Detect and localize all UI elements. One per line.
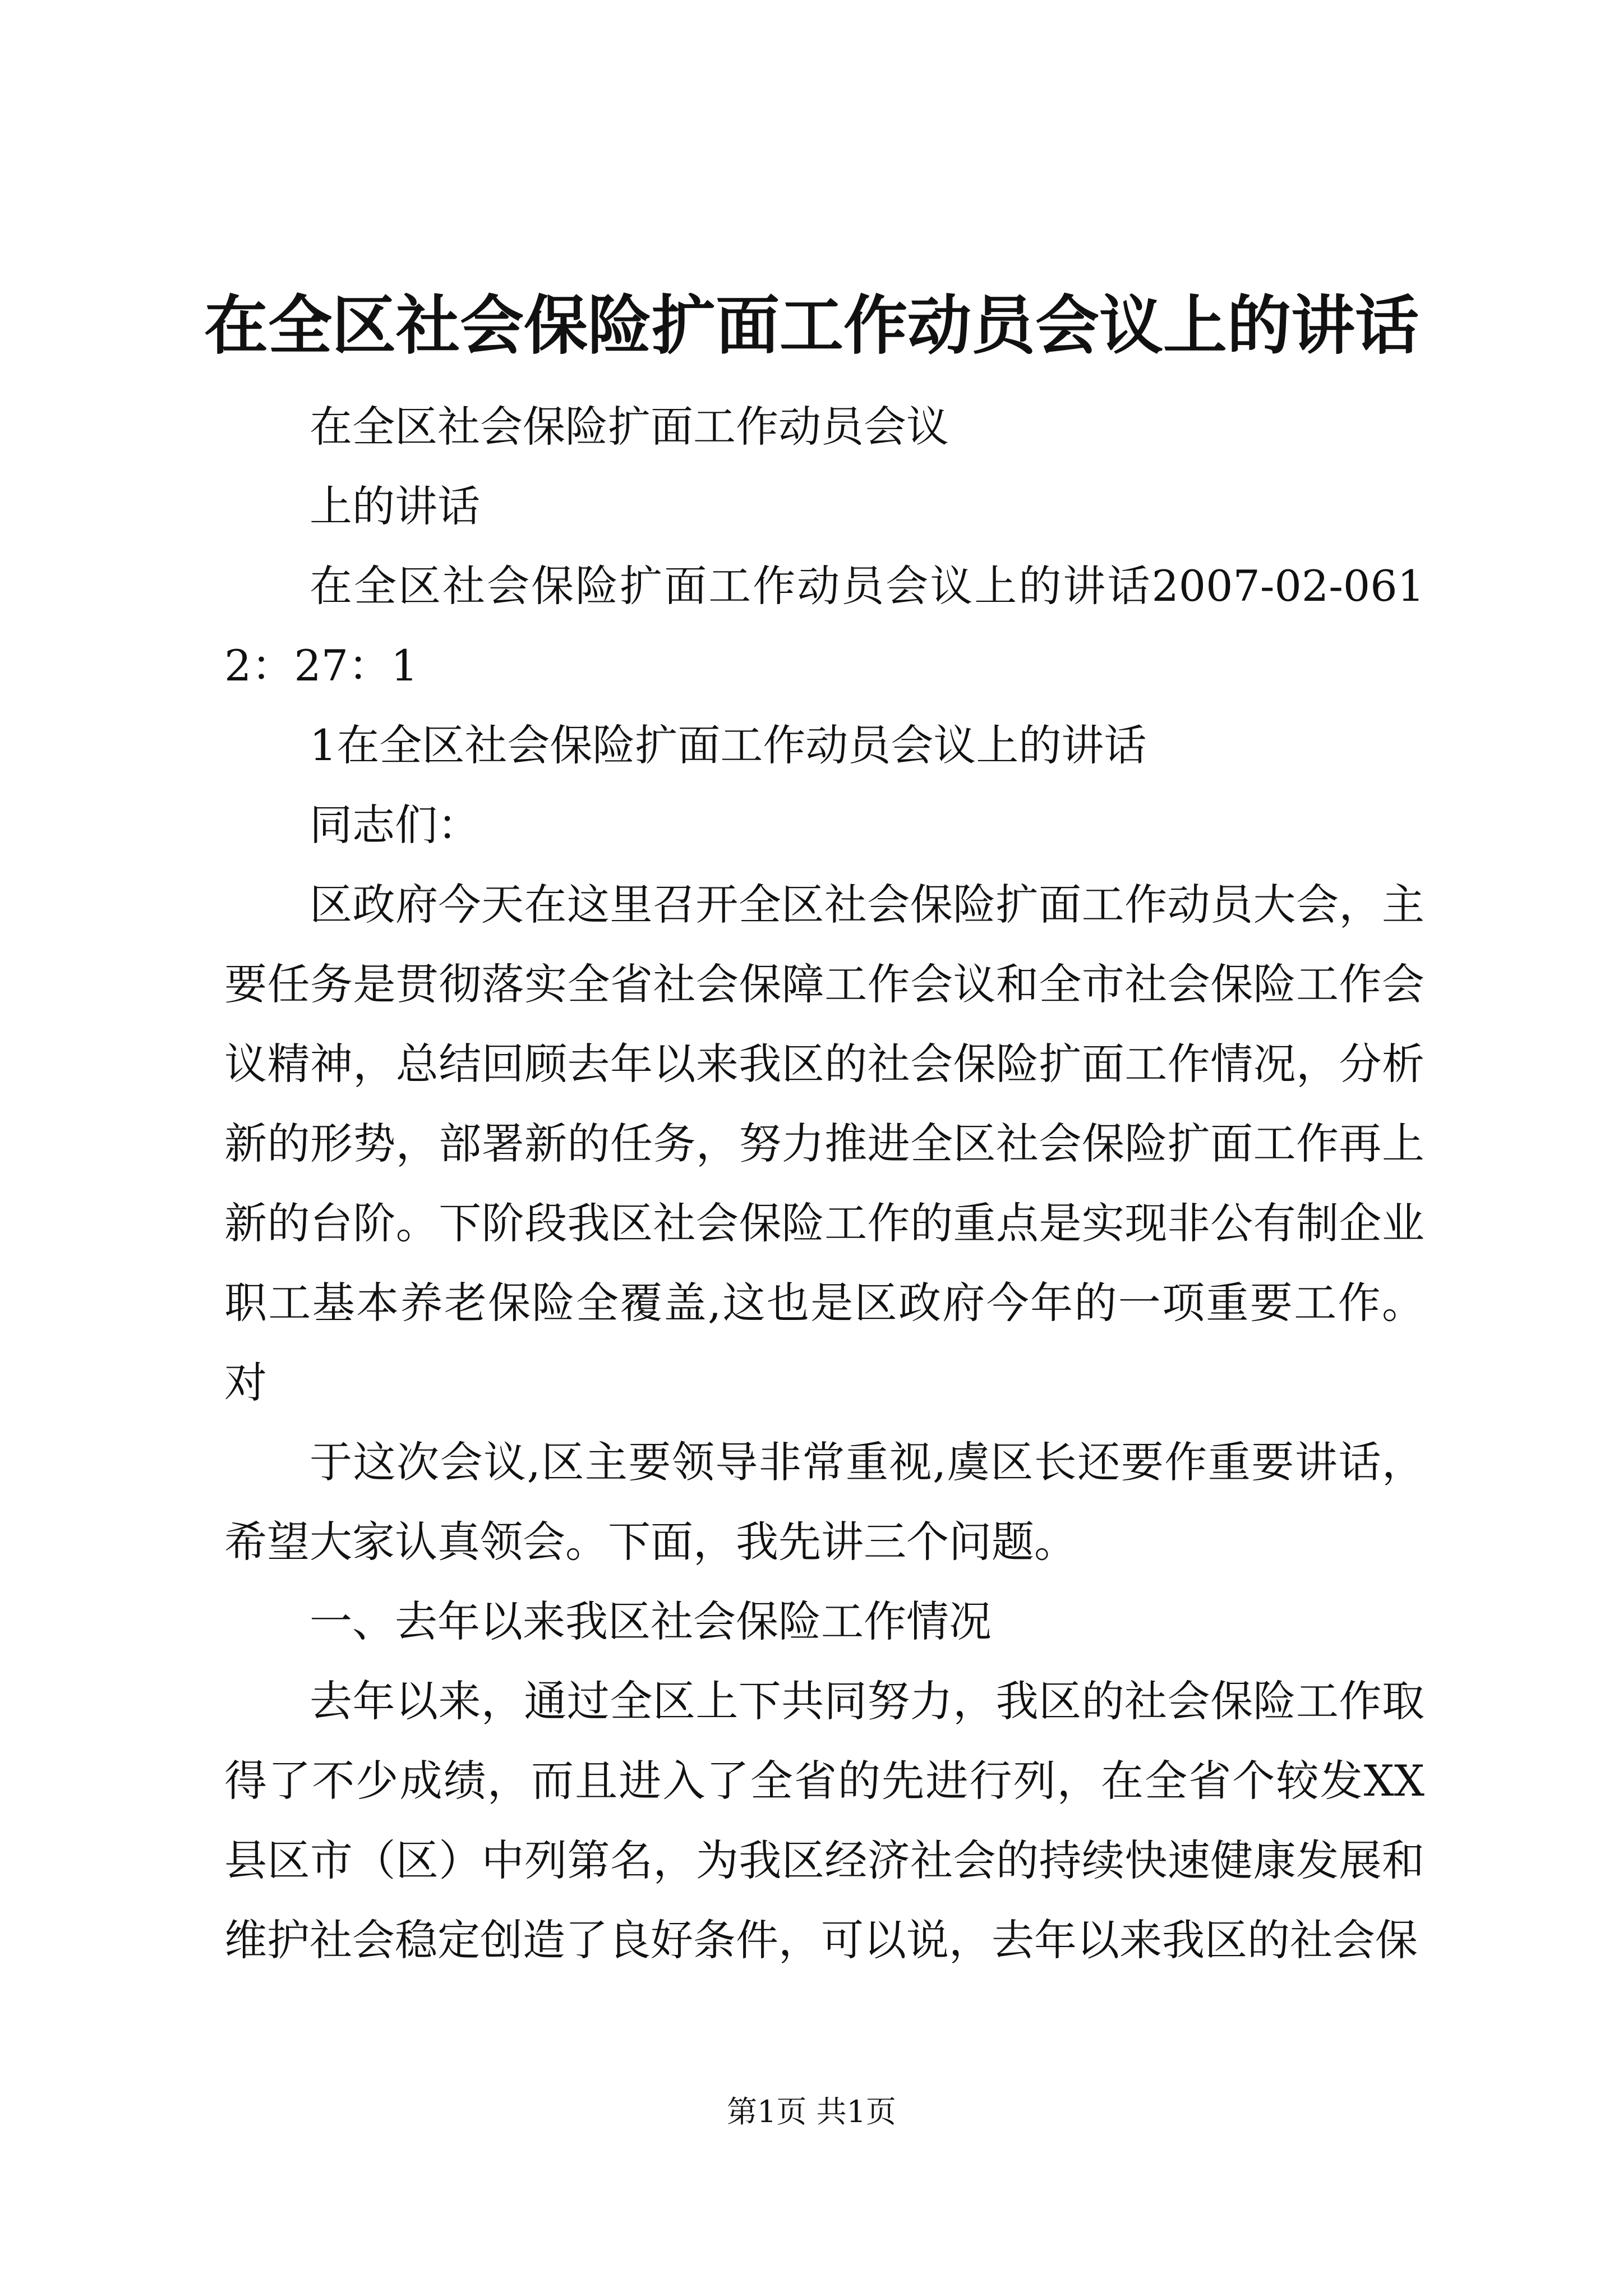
paragraph-subtitle-line2: 上的讲话 (310, 481, 480, 531)
paragraph-numbered-title: 1在全区社会保险扩面工作动员会议上的讲话 (310, 720, 1147, 770)
page-footer: 第1页 共1页 (727, 2094, 896, 2129)
paragraph-section-heading-1: 一、去年以来我区社会保险工作情况 (310, 1596, 992, 1646)
paragraph-intro: 区政府今天在这里召开全区社会保险扩面工作动员大会，主要任务是贯彻落实全省社会保障工作会议和全市社会保险工作会议精神，总结回顾去年以来我区的社会保险扩面工作情况，分析新的形势，部署新的任务，努力推进全区社会保险扩面工作再上新的台阶。下阶段我区社会保险工作的重点是实现非公有制企业职工基本养老保险全覆盖,这也是区政府今年的一项重要工作。对 (224, 880, 1424, 1407)
paragraph-title-with-date: 在全区社会保险扩面工作动员会议上的讲话2007-02-0612：27：1 (224, 561, 1424, 691)
paragraph-subtitle-line1: 在全区社会保险扩面工作动员会议 (310, 402, 949, 452)
document-title: 在全区社会保险扩面工作动员会议上的讲话 (204, 288, 1419, 363)
paragraph-salutation: 同志们： (310, 800, 480, 850)
paragraph-achievements: 去年以来，通过全区上下共同努力，我区的社会保险工作取得了不少成绩，而且进入了全省的先进行列，在全省个较发XX县区市（区）中列第名，为我区经济社会的持续快速健康发展和维护社会稳定创造了良好条件，可以说，去年以来我区的社会保 (224, 1676, 1424, 1965)
paragraph-meeting-importance: 于这次会议,区主要领导非常重视,虞区长还要作重要讲话，希望大家认真领会。下面，我先讲三个问题。 (224, 1437, 1424, 1567)
